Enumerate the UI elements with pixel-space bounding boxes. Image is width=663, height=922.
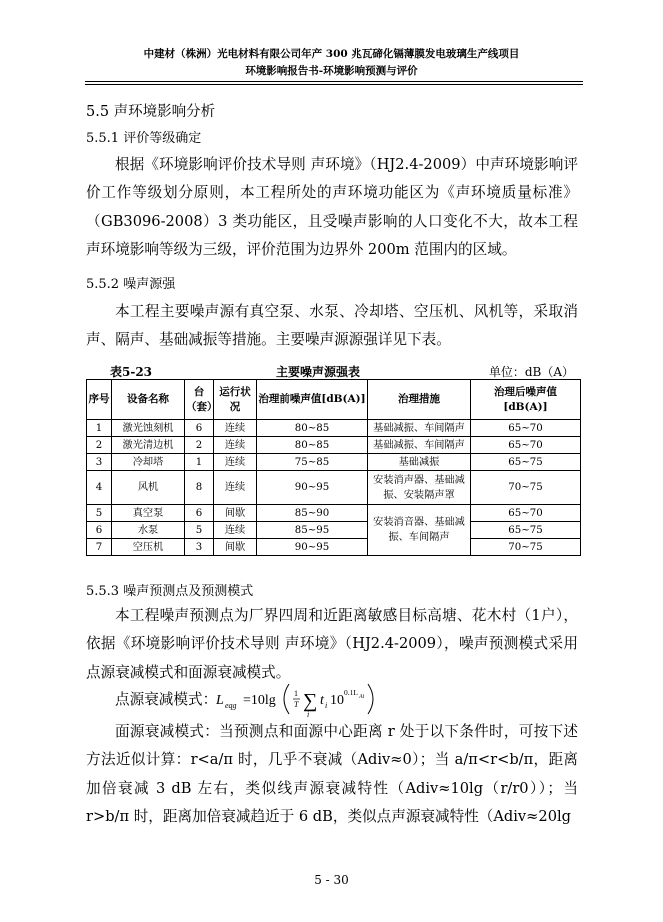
cell-no: 7 [87, 539, 112, 556]
point-source-formula [86, 680, 578, 718]
cell-name: 激光蚀刻机 [112, 420, 185, 437]
cell-no: 2 [87, 437, 112, 454]
paragraph-area-source: 面源衰减模式：当预测点和面源中心距离 r 处于以下条件时，可按下述方法近似计算：r<a/π 时，几乎不衰减（Adiv≈0）；当 a/π<r<b/π，距离加倍衰减 3 dB 左右，类似线声源衰减特性（Adiv≈10lg（r/r0））；当 r>b/π 时，距离加倍衰减趋近于 6 dB，类似点声源衰减特性（Adiv≈20lg [86, 723, 578, 825]
cell-count: 6 [185, 505, 214, 522]
cell-measure-merged: 安装消音器、基础减振、车间隔声 [368, 505, 471, 556]
formula-base: 10 [330, 693, 344, 708]
cell-after: 70~75 [471, 539, 581, 556]
cell-no: 5 [87, 505, 112, 522]
cell-after: 70~75 [471, 471, 581, 505]
cell-after: 65~75 [471, 454, 581, 471]
cell-mode: 连续 [214, 522, 257, 539]
table-row [87, 471, 581, 505]
col-header-measure: 治理措施 [368, 380, 471, 420]
cell-mode: 间歇 [214, 539, 257, 556]
subsection-title-prediction: 5.5.3 噪声预测点及预测模式 [86, 584, 254, 599]
table-row [87, 522, 581, 539]
formula-t: t [320, 693, 324, 708]
col-header-before: 治理前噪声值[dB(A)] [257, 380, 368, 420]
cell-measure: 基础减振、车间隔声 [368, 437, 471, 454]
formula-lhs: L [216, 693, 224, 708]
subsection-title-source: 5.5.2 噪声源强 [86, 277, 176, 292]
cell-before: 80~85 [257, 420, 368, 437]
formula-expression [216, 680, 436, 720]
table-row [87, 437, 581, 454]
formula-eq: =10lg [243, 693, 276, 708]
cell-no: 3 [87, 454, 112, 471]
cell-after: 65~75 [471, 522, 581, 539]
col-header-after: 治理后噪声值[dB(A)] [471, 380, 581, 420]
subsection-title-grade: 5.5.1 评价等级确定 [86, 131, 202, 146]
col-header-no: 序号 [87, 380, 112, 420]
formula-exp-sub: Ai [359, 694, 365, 700]
noise-source-table [86, 379, 581, 556]
cell-name: 风机 [112, 471, 185, 505]
formula-lhs-sub: eqg [225, 701, 237, 710]
table-header-row [87, 380, 581, 420]
formula-right-paren [368, 684, 373, 714]
cell-no: 4 [87, 471, 112, 505]
cell-before: 90~95 [257, 539, 368, 556]
cell-after: 65~70 [471, 505, 581, 522]
table-unit: 单位：dB（A） [488, 365, 574, 379]
cell-after: 65~70 [471, 437, 581, 454]
cell-count: 5 [185, 522, 214, 539]
cell-mode: 连续 [214, 420, 257, 437]
paragraph-prediction: 本工程噪声预测点为厂界四周和近距离敏感目标高塘、花木村（1户），依据《环境影响评价技术导则 声环境》（HJ2.4-2009），噪声预测模式采用点源衰减模式和面源衰减模式。 [86, 607, 578, 681]
header-rule-thick [85, 81, 583, 82]
cell-measure: 安装消声器、基础减振、安装隔声罩 [368, 471, 471, 505]
table-row [87, 454, 581, 471]
header-project-title: 中建材（株洲）光电材料有限公司年产 300 兆瓦碲化镉薄膜发电玻璃生产线项目 [143, 48, 520, 60]
cell-after: 65~70 [471, 420, 581, 437]
cell-mode: 连续 [214, 471, 257, 505]
table-title: 主要噪声源强表 [276, 365, 361, 379]
formula-label: 点源衰减模式： [115, 691, 218, 708]
col-header-name: 设备名称 [112, 380, 185, 420]
cell-measure: 基础减振 [368, 454, 471, 471]
cell-no: 6 [87, 522, 112, 539]
cell-mode: 连续 [214, 454, 257, 471]
formula-sum-sub: i [307, 710, 310, 719]
formula-t-sub: i [325, 701, 328, 710]
table-number: 表5-23 [110, 365, 153, 379]
cell-count: 6 [185, 420, 214, 437]
formula-exp: 0.1L [344, 688, 358, 697]
cell-before: 85~95 [257, 522, 368, 539]
cell-count: 1 [185, 454, 214, 471]
cell-name: 真空泵 [112, 505, 185, 522]
cell-count: 2 [185, 437, 214, 454]
cell-name: 水泵 [112, 522, 185, 539]
cell-before: 90~95 [257, 471, 368, 505]
cell-measure: 基础减振、车间隔声 [368, 420, 471, 437]
table-row [87, 539, 581, 556]
cell-before: 85~90 [257, 505, 368, 522]
paragraph-grade: 根据《环境影响评价技术导则 声环境》（HJ2.4-2009）中声环境影响评价工作等级划分原则，本工程所处的声环境功能区为《声环境质量标准》（GB3096-2008）3 类功能区，且受噪声影响的人口变化不大，故本工程声环境影响等级为三级，评价范围为边界外 200m 范围内的区域。 [86, 156, 578, 258]
paragraph-source: 本工程主要噪声源有真空泵、水泵、冷却塔、空压机、风机等，采取消声、隔声、基础减振等措施。主要噪声源源强详见下表。 [86, 303, 578, 349]
cell-name: 冷却塔 [112, 454, 185, 471]
cell-before: 75~85 [257, 454, 368, 471]
col-header-mode: 运行状况 [214, 380, 257, 420]
table-row [87, 505, 581, 522]
table-caption [86, 363, 578, 379]
formula-left-paren [284, 684, 289, 714]
cell-mode: 连续 [214, 437, 257, 454]
cell-name: 空压机 [112, 539, 185, 556]
header-chapter-title: 环境影响报告书-环境影响预测与评价 [245, 65, 418, 77]
cell-before: 80~85 [257, 437, 368, 454]
cell-name: 激光清边机 [112, 437, 185, 454]
formula-sum: ∑ [303, 690, 318, 712]
cell-no: 1 [87, 420, 112, 437]
cell-count: 3 [185, 539, 214, 556]
header-rule-thin [85, 84, 583, 85]
formula-frac-num: 1 [294, 689, 298, 698]
cell-count: 8 [185, 471, 214, 505]
page-number: 5 - 30 [314, 873, 349, 887]
section-title: 5.5 声环境影响分析 [86, 104, 216, 120]
formula-frac-den: T [294, 700, 299, 709]
table-row [87, 420, 581, 437]
col-header-count: 台（套） [185, 380, 214, 420]
cell-mode: 间歇 [214, 505, 257, 522]
